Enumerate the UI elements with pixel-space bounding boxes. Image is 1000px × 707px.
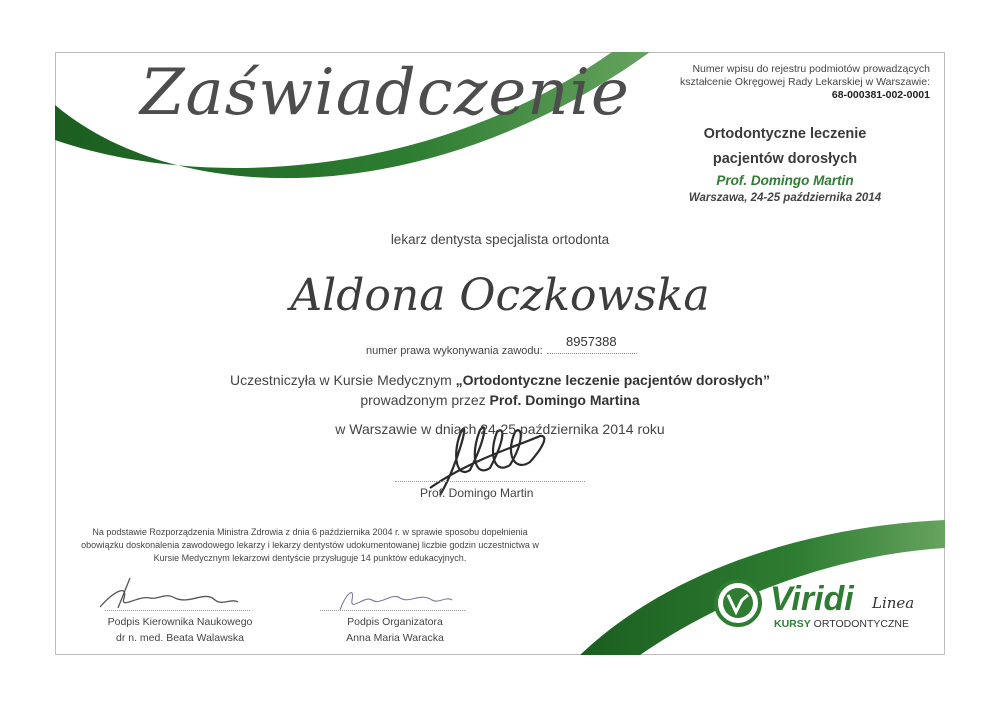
legal-note: Na podstawie Rozporządzenia Ministra Zdrowia z dnia 6 października 2004 r. w sprawie sposobu dopełnienia obowiązku doskonalenia zawodowego lekarzy i lekarzy dentystów udokumentowanej liczbie godzin uczestnictwa w Kursie Medycznym lekarzowi dentyście przysługuje 14 punktów edukacyjnych. [81, 527, 539, 563]
course-date: Warszawa, 24-25 października 2014 [688, 192, 882, 204]
viridi-logo-text: Viridi [770, 580, 854, 618]
license-label: numer prawa wykonywania zawodu: [366, 345, 543, 357]
scientific-head-title: Podpis Kierownika Naukowego [107, 616, 253, 628]
registry-line-1: Numer wpisu do rejestru podmiotów prowadzących [692, 63, 930, 75]
certificate-title: Zaświadczenie [140, 56, 630, 130]
license-number: 8957388 [566, 334, 617, 349]
tagline-rest: ORTODONTYCZNE [810, 618, 909, 630]
tagline-bold: KURSY [774, 618, 811, 630]
bottom-green-swoosh [580, 520, 945, 655]
course-lecturer: Prof. Domingo Martin [716, 173, 854, 188]
viridi-tagline [774, 618, 909, 630]
scientific-head-signature-line [105, 610, 250, 611]
course-name-box [640, 122, 930, 172]
organizer-title: Podpis Organizatora [347, 616, 443, 628]
body-line-1-prefix: Uczestniczyła w Kursie Medycznym [230, 372, 456, 388]
viridi-logo-icon [716, 581, 760, 625]
scientific-head-caption [80, 614, 280, 646]
body-line-3: w Warszawie w dniach 24-25 października 2014 roku [335, 421, 665, 437]
course-name-line-1: Ortodontyczne leczenie [703, 126, 867, 142]
recipient-role: lekarz dentysta specjalista ortodonta [390, 232, 610, 247]
organizer-person: Anna Maria Waracka [346, 632, 444, 644]
viridi-logo-script: Linea [872, 594, 915, 612]
lecturer-signature-line [395, 481, 585, 482]
body-line-1 [0, 370, 1000, 390]
course-name-line-2: pacjentów dorosłych [712, 151, 858, 167]
organizer-caption [295, 614, 495, 646]
body-lecturer-name: Prof. Domingo Martina [489, 392, 640, 408]
scientific-head-signature [100, 578, 238, 608]
certificate-body [0, 370, 1000, 439]
recipient-name: Aldona Oczkowska [290, 270, 710, 321]
registry-info [640, 63, 930, 102]
scientific-head-person: dr n. med. Beata Walawska [116, 632, 244, 644]
body-line-2 [0, 390, 1000, 410]
organizer-signature-line [320, 610, 465, 611]
registry-number: 68-000381-002-0001 [831, 89, 930, 101]
organizer-signature [340, 593, 452, 610]
body-course-name: „Ortodontyczne leczenie pacjentów dorosłych” [455, 372, 770, 388]
registry-line-2: kształcenie Okręgowej Rady Lekarskiej w Warszawie: [680, 76, 930, 88]
lecturer-signature-caption: Prof. Domingo Martin [420, 486, 534, 500]
body-line-2-prefix: prowadzonym przez [360, 392, 490, 408]
